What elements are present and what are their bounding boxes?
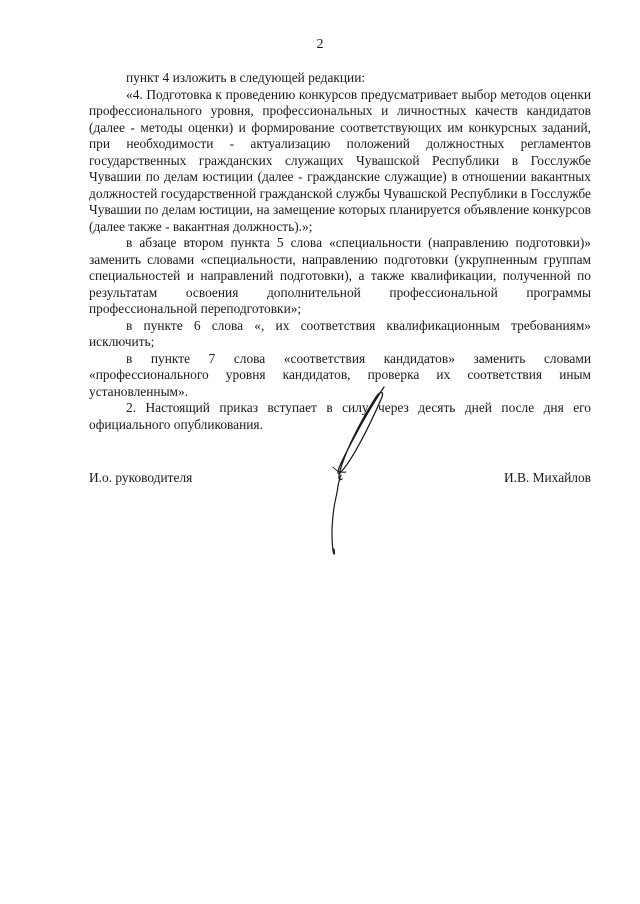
paragraph-point-4-text: «4. Подготовка к проведению конкурсов предусматривает выбор методов оценки профессионального уровня, профессиональных и личностных качеств кандидатов (далее - методы оценки) и формирование соответствующих им конкурсных заданий, при необходимости - актуализацию положений должностных регламентов государственных гражданских служащих Чувашской Республики в Госслужбе Чувашии по делам юстиции (далее - гражданские служащие) в отношении вакантных должностей государственной гражданской службы Чувашской Республики в Госслужбе Чувашии по делам юстиции, на замещение которых планируется объявление конкурсов (далее также - вакантная должность).»; [89,86,591,234]
paragraph-effective-date: 2. Настоящий приказ вступает в силу через десять дней после дня его официального опубликования. [89,400,591,432]
paragraph-point-5-amendment: в абзаце втором пункта 5 слова «специальности (направлению подготовки)» заменить словами «специальности, направлению подготовки (укрупненным группам специальностей и направлений подготовки), а также квалификации, полученной по результатам освоения дополнительной профессиональной программы профессиональной переподготовки»; [89,235,591,316]
handwritten-signature [300,375,410,565]
page-number: 2 [316,37,324,52]
signatory-position: И.о. руководителя [89,470,193,485]
paragraph-point-6-amendment: в пункте 6 слова «, их соответствия квалификационным требованиям» исключить; [89,317,591,349]
paragraph-intro: пункт 4 изложить в следующей редакции: [126,70,366,85]
signatory-name: И.В. Михайлов [503,470,591,485]
paragraph-point-7-amendment: в пункте 7 слова «соответствия кандидатов» заменить словами «профессионального уровня кандидатов, проверка их соответствия иным установленным». [89,350,591,399]
